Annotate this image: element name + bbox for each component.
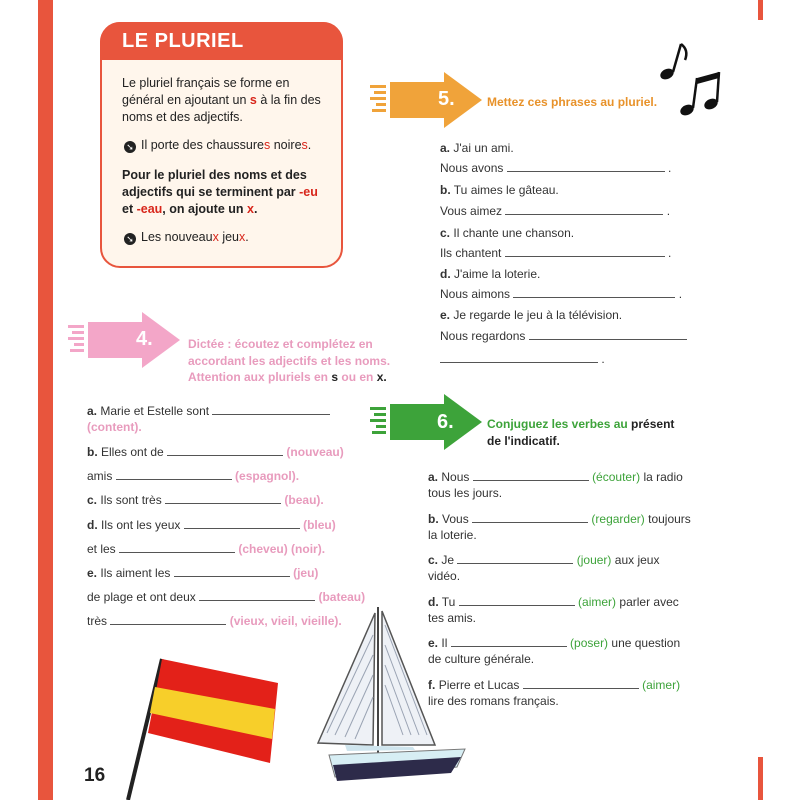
ex5-answer-e-cont: .: [440, 351, 605, 367]
exercise-4-number: 4.: [136, 328, 153, 350]
rule-example-2: ➘ Les nouveaux jeux.: [124, 230, 249, 245]
spanish-flag-icon: [120, 655, 285, 800]
answer-blank[interactable]: [212, 403, 330, 415]
answer-blank[interactable]: [110, 613, 226, 625]
ex4-item-e-cont2: très (vieux, vieil, vieille).: [87, 614, 342, 628]
right-margin-stripe-bottom: [758, 757, 763, 800]
answer-blank[interactable]: [165, 492, 281, 504]
answer-blank[interactable]: [472, 511, 588, 523]
rule-example-1: ➘ Il porte des chaussures noires.: [124, 138, 311, 153]
answer-blank[interactable]: [459, 594, 575, 606]
page-number: 16: [84, 765, 106, 786]
exercise-6-instruction: Conjuguez les verbes au présent de l'indicatif.: [487, 417, 675, 448]
ex4-item-e: e. Ils aiment les (jeu): [87, 566, 319, 580]
ex5-answer-e: Nous regardons: [440, 328, 687, 344]
answer-blank[interactable]: [457, 552, 573, 564]
answer-blank[interactable]: [167, 444, 283, 456]
ex5-answer-c: Ils chantent .: [440, 246, 672, 260]
exercise-5-number: 5.: [438, 88, 455, 110]
answer-blank[interactable]: [505, 203, 663, 215]
ex4-item-d-cont: et les (cheveu) (noir).: [87, 542, 326, 556]
exercise-5-arrow: [370, 72, 482, 128]
answer-blank[interactable]: [116, 468, 232, 480]
exercise-6-number: 6.: [437, 411, 454, 433]
exercise-5-instruction: Mettez ces phrases au pluriel.: [487, 95, 658, 109]
ex6-item-a: a. Nous (écouter) la radio: [428, 470, 683, 484]
answer-blank[interactable]: [523, 677, 639, 689]
rule-paragraph-2: Pour le pluriel des noms et des adjectifs qui se terminent par -eu et -eau, on ajoute un x.: [122, 168, 318, 216]
ex4-item-a: a. Marie et Estelle sont: [87, 403, 330, 419]
ex5-item-c: c. Il chante une chanson.: [440, 226, 575, 240]
answer-blank[interactable]: [440, 351, 598, 363]
ex5-item-e: e. Je regarde le jeu à la télévision.: [440, 308, 623, 322]
answer-blank[interactable]: [119, 541, 235, 553]
arrow-bullet-icon: ➘: [124, 141, 136, 153]
music-notes-icon: [655, 40, 725, 122]
ex4-item-b: b. Elles ont de (nouveau): [87, 445, 344, 459]
rule-title: LE PLURIEL: [122, 30, 244, 52]
ex4-item-d: d. Ils ont les yeux (bleu): [87, 518, 336, 532]
ex6-item-d-cont: tes amis.: [428, 611, 477, 625]
ex4-item-a-hint: (content).: [87, 420, 142, 434]
ex6-item-b: b. Vous (regarder) toujours: [428, 512, 691, 526]
ex6-item-e: e. Il (poser) une question: [428, 636, 681, 650]
answer-blank[interactable]: [184, 517, 300, 529]
ex4-item-c: c. Ils sont très (beau).: [87, 493, 324, 507]
exercise-4-arrow: [68, 312, 180, 368]
ex5-item-b: b. Tu aimes le gâteau.: [440, 183, 559, 197]
ex6-item-b-cont: la loterie.: [428, 528, 477, 542]
ex6-item-f-cont: lire des romans français.: [428, 694, 559, 708]
ex5-answer-b: Vous aimez .: [440, 204, 671, 218]
ex5-answer-d: Nous aimons .: [440, 287, 683, 301]
ex6-item-c-cont: vidéo.: [428, 569, 461, 583]
answer-blank[interactable]: [199, 589, 315, 601]
ex6-item-e-cont: de culture générale.: [428, 652, 535, 666]
arrow-bullet-icon: ➘: [124, 233, 136, 245]
ex4-item-e-cont: de plage et ont deux (bateau): [87, 590, 366, 604]
ex6-item-c: c. Je (jouer) aux jeux: [428, 553, 660, 567]
answer-blank[interactable]: [529, 328, 687, 340]
ex5-item-a: a. J'ai un ami.: [440, 141, 514, 155]
ex4-item-b-cont: amis (espagnol).: [87, 469, 300, 483]
answer-blank[interactable]: [473, 469, 589, 481]
answer-blank[interactable]: [505, 245, 665, 257]
ex5-answer-a: Nous avons .: [440, 161, 672, 175]
ex6-item-f: f. Pierre et Lucas (aimer): [428, 678, 681, 692]
sailboat-icon: [315, 605, 470, 783]
left-margin-stripe: [38, 0, 53, 800]
exercise-4-instruction: Dictée : écoutez et complétez en accordant les adjectifs et les noms. Attention aux pluriels en s ou en x.: [188, 337, 391, 384]
exercise-6-arrow: [370, 394, 482, 450]
ex6-item-a-cont: tous les jours.: [428, 486, 503, 500]
rule-paragraph-1: Le pluriel français se forme en général en ajoutant un s à la fin des noms et des adjectifs.: [122, 76, 321, 124]
ex5-item-d: d. J'aime la loterie.: [440, 267, 541, 281]
answer-blank[interactable]: [174, 565, 290, 577]
right-margin-stripe-top: [758, 0, 763, 20]
ex6-item-d: d. Tu (aimer) parler avec: [428, 595, 679, 609]
answer-blank[interactable]: [513, 286, 675, 298]
answer-blank[interactable]: [507, 160, 665, 172]
